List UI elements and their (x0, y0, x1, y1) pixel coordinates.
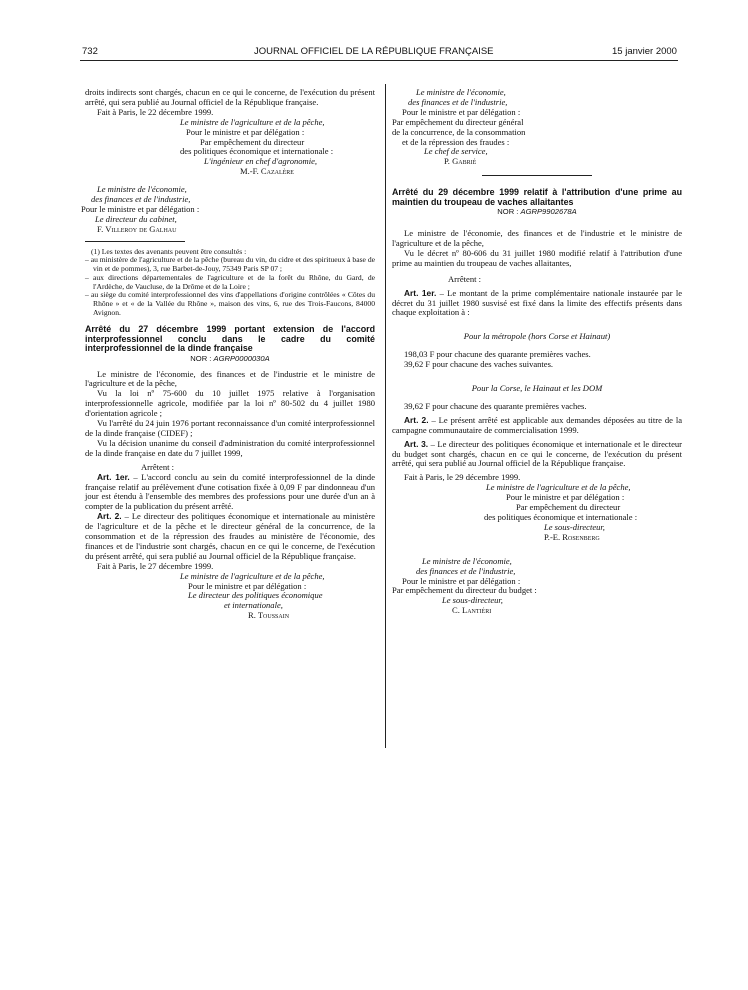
right-column (392, 88, 682, 616)
signatory-title: Le ministre de l'agriculture et de la pêche, (486, 482, 631, 493)
article-text: – L'accord conclu au sein du comité interprofessionnel de la dinde française relatif au prélèvement d'une cotisation fixée à 0,09 F par dindonneau d'un jour est étendu à l'ensemble des membres des professions pour une durée d'un an à compter de la publication du présent arrêté. (85, 471, 375, 512)
nor-label: NOR : (497, 207, 519, 217)
subheading-corse: Pour la Corse, le Hainaut et les DOM (471, 383, 603, 394)
article-label: Art. 1er. (404, 287, 437, 298)
signatory-title: Le ministre de l'agriculture et de la pêche, (180, 570, 325, 581)
page-number: 732 (82, 46, 98, 57)
signatory-role: Le directeur du cabinet, (95, 213, 177, 224)
signatory-name: M.-F. Cazalère (240, 166, 294, 177)
journal-title: JOURNAL OFFICIEL DE LA RÉPUBLIQUE FRANÇAISE (254, 46, 494, 57)
nor-reference (85, 354, 375, 364)
signatory-title: des finances et de l'industrie, (91, 194, 191, 205)
signatory-line: Par empêchement du directeur général (392, 116, 524, 127)
visa: Vu le décret nº 80-606 du 31 juillet 1980 modifié relatif à l'attribution d'une prime au maintien du troupeau de vaches allaitantes, (392, 247, 682, 268)
signatory-name: R. Toussain (248, 610, 290, 621)
subheading-metropole: Pour la métropole (hors Corse et Hainaut) (463, 331, 611, 342)
signatory-role: et internationale, (224, 600, 283, 611)
continued-text: droits indirects sont chargés, chacun en ce qui le concerne, de l'exécution du présent arrêté, qui sera publié au Journal officiel de la République française. (85, 87, 375, 107)
nor-label: NOR : (190, 353, 212, 363)
decree-title: Arrêté du 27 décembre 1999 portant extension de l'accord interprofessionnel conclu dans le cadre du comité interprofessionnel de la dinde française (85, 324, 375, 354)
footnote-intro: (1) Les textes des avenants peuvent être consultés : (91, 246, 247, 256)
footnote-item: – au ministère de l'agriculture et de la pêche (bureau du vin, du cidre et des spiritueux à base de vin et de pommes), 3, rue Barbet-de-Jouy, 75349 Paris SP 07 ; (85, 255, 375, 274)
footnote-item: – aux directions départementales de l'agriculture et de la forêt du Rhône, du Gard, de l'Ardèche, de Vaucluse, de la Drôme et de la Loire ; (85, 272, 375, 291)
signatory-line: des politiques économique et internationale : (484, 512, 638, 522)
article-label: Art. 2. (97, 511, 122, 522)
signatory-line: Pour le ministre et par délégation : (506, 492, 625, 503)
article-2 (392, 416, 682, 436)
signatory-name: P. Gabrié (444, 156, 477, 167)
rate-line: 39,62 F pour chacune des vaches suivantes. (404, 359, 554, 370)
signatory-line: Par empêchement du directeur (200, 136, 305, 147)
column-divider (385, 84, 386, 748)
visa: Vu la loi nº 75-600 du 10 juillet 1975 relative à l'organisation interprofessionnelle agricole, modifiée par la loi nº 80-502 du 4 juillet 1980 d'orientation agricole ; (85, 388, 375, 419)
article-label: Art. 2. (404, 414, 429, 425)
signature-block (392, 555, 682, 616)
signatory-line: Pour le ministre et par délégation : (188, 580, 307, 591)
fait-a-paris: Fait à Paris, le 27 décembre 1999. (97, 560, 214, 571)
article-label: Art. 3. (404, 438, 429, 449)
fait-a-paris: Fait à Paris, le 22 décembre 1999. (97, 106, 214, 117)
signatory-title: Le ministre de l'agriculture et de la pêche, (180, 116, 325, 127)
signatory-line: Pour le ministre et par délégation : (402, 575, 521, 586)
footnote (85, 248, 375, 318)
nor-reference (392, 207, 682, 217)
article-label: Art. 1er. (97, 471, 130, 482)
left-column (81, 87, 375, 621)
signatory-line: des politiques économique et internationale : (180, 146, 334, 157)
signature-block (486, 483, 682, 542)
signature-block (180, 572, 375, 622)
article-3 (392, 440, 682, 470)
article-2 (85, 512, 375, 562)
signatory-name: C. Lantiéri (452, 605, 492, 616)
header-rule (80, 60, 678, 61)
signatory-role: Le sous-directeur, (442, 595, 503, 606)
signatory-name: F. Villeroy de Galhau (97, 223, 177, 234)
signatory-title: Le ministre de l'économie, (416, 87, 506, 97)
article-text: – Le directeur des politiques économique et internationale au ministère de l'agriculture et de la pêche et le directeur général de la concurrence, de la consommation et de la répression des fraudes au ministère de l'économie, des finances et de l'industrie sont chargés, chacun en ce qui le concerne, de l'exécution du présent arrêté, qui sera publié au Journal officiel de la République française. (85, 511, 375, 561)
nor-code: AGRP0000030A (213, 353, 270, 363)
signature-block (180, 118, 375, 177)
rate-line: 39,62 F pour chacune des quarante premières vaches. (404, 400, 587, 411)
footnote-item: – au siège du comité interprofessionnel des vins d'appellations d'origine contrôlées « Côtes du Rhône » et « de la Vallée du Rhône », maison des vins, 6, rue des Trois-Faucons, 84000 Avignon. (85, 290, 375, 317)
signatory-line: Pour le ministre et par délégation : (402, 106, 521, 117)
signatory-line: de la concurrence, de la consommation (392, 126, 526, 137)
arretent: Arrêtent : (141, 461, 174, 472)
preamble: Le ministre de l'économie, des finances et de l'industrie et le ministre de l'agriculture et de la pêche, (85, 368, 375, 389)
signatory-title: Le ministre de l'économie, (422, 555, 512, 566)
signatory-title: des finances et de l'industrie, (416, 565, 516, 576)
signatory-role: Le directeur des politiques économique (188, 590, 323, 601)
fait-a-paris: Fait à Paris, le 29 décembre 1999. (404, 472, 521, 483)
preamble: Le ministre de l'économie, des finances et de l'industrie et le ministre de l'agriculture et de la pêche, (392, 228, 682, 248)
signatory-role: Le sous-directeur, (544, 521, 605, 532)
signatory-line: Pour le ministre et par délégation : (186, 126, 305, 137)
signatory-line: Pour le ministre et par délégation : (81, 203, 200, 214)
nor-code: AGRP9902678A (520, 207, 577, 217)
article-1 (392, 289, 682, 319)
article-1 (85, 473, 375, 513)
signatory-title: Le ministre de l'économie, (97, 184, 187, 195)
decree-title: Arrêté du 29 décembre 1999 relatif à l'attribution d'une prime au maintien du troupeau de vaches allaitantes (392, 187, 682, 207)
rate-line: 198,03 F pour chacune des quarante premières vaches. (404, 349, 591, 360)
signatory-line: et de la répression des fraudes : (402, 136, 510, 147)
signatory-role: L'ingénieur en chef d'agronomie, (204, 156, 318, 167)
arretent: Arrêtent : (448, 273, 481, 284)
signatory-role: Le chef de service, (424, 146, 488, 157)
article-text: – Le directeur des politiques économique et internationale et le directeur du budget sont chargés, chacun en ce qui le concerne, de l'exécution du présent arrêté, qui sera publié au Journal officiel de la République française. (392, 438, 682, 469)
signature-block (81, 184, 375, 235)
signatory-name: P.-E. Rosenberg (544, 531, 600, 542)
signature-block (392, 87, 682, 167)
signatory-line: Par empêchement du directeur (516, 502, 621, 513)
article-text: – Le présent arrêté est applicable aux demandes déposées au titre de la campagne communautaire de commercialisation 1999. (392, 414, 682, 435)
article-text: – Le montant de la prime complémentaire nationale instaurée par le décret du 31 juillet 1980 susvisé est fixé dans la limite des effectifs présents dans chaque exploitation à : (392, 287, 682, 318)
visa: Vu l'arrêté du 24 juin 1976 portant reconnaissance d'un comité interprofessionnel de la dinde française (CIDEF) ; (85, 418, 375, 438)
visa: Vu la décision unanime du conseil d'administration du comité interprofessionnel de la dinde française en date du 7 juillet 1999, (85, 437, 375, 458)
signatory-line: Par empêchement du directeur du budget : (392, 585, 537, 596)
signatory-title: des finances et de l'industrie, (408, 96, 508, 107)
issue-date: 15 janvier 2000 (612, 46, 677, 57)
